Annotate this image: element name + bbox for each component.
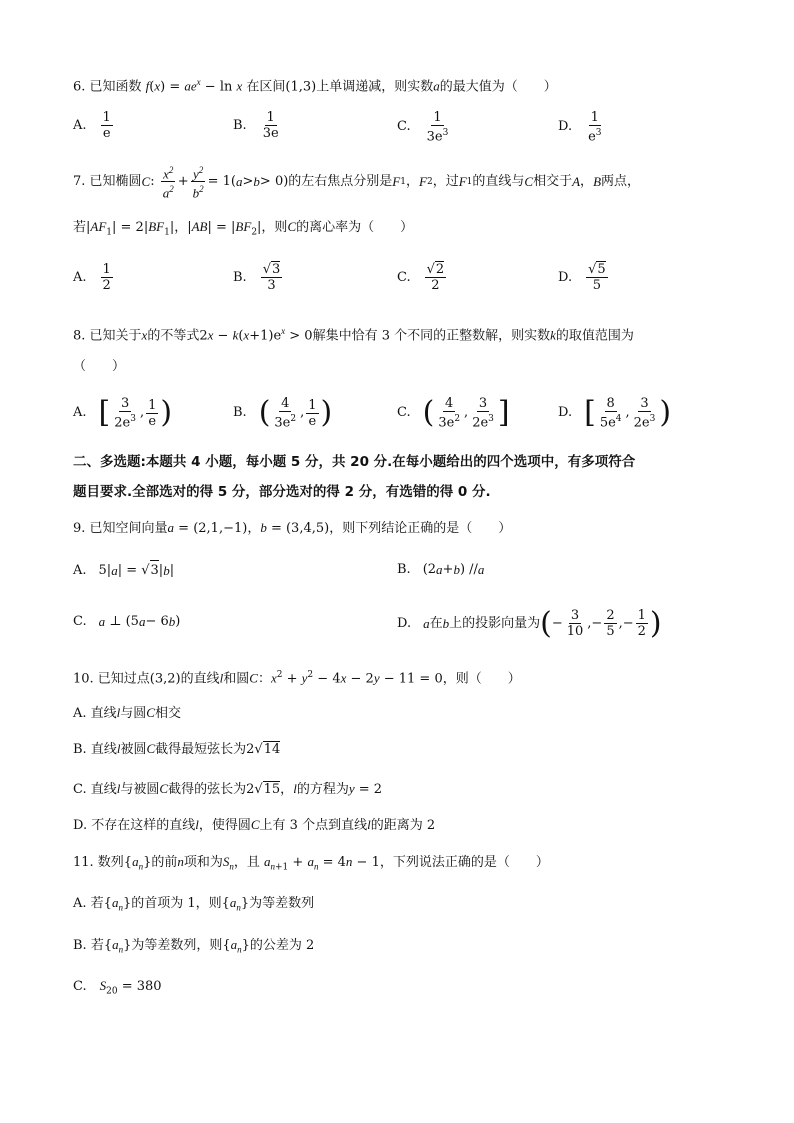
q7-stem-line1: 7. 已知椭圆 C : $\frac{x^2}{a^2}$ + $\frac{y^2}{b^2}$ = 1( a > b > 0)的左右焦点分别是 F 1 ， F 2 ，过 F 1 的直线与 C 相交于 A ， B 两点， bbox=[73, 165, 641, 201]
q10-option-a: A. 直线l与圆C相交 bbox=[73, 705, 181, 721]
section2-heading-line1: 二、多选题:本题共 4 小题，每小题 5 分，共 20 分.在每小题给出的四个选项中，有多项符合 bbox=[73, 454, 636, 470]
q9-option-a: A. 5| a | = √ 3 | b | bbox=[73, 560, 174, 581]
q8-option-a: A. [ $\frac{3}{2e^3}$ , $\frac{1}{e}$ ) bbox=[73, 395, 173, 431]
q11-option-b: B. 若$\{a_n\}$为等差数列，则$\{a_n\}$的公差为 2 bbox=[73, 937, 315, 955]
q9-option-b: B. (2 a + b ) // a bbox=[397, 562, 485, 577]
q10-stem: 10. 已知过点(3,2)的直线l和圆C：$x^2 + y^2 - 4x - 2y - 11 = 0$，则（ ） bbox=[73, 670, 521, 687]
q6-option-a: A. $\frac{1}{e}$ bbox=[73, 110, 111, 141]
q7-stem-line2: 若$|AF_1| = 2|BF_1|$，$|AB| = |BF_2|$，则C的离心率为（ ） bbox=[73, 219, 414, 238]
q6-stem: 6. 已知函数 $f(x) = ae^x - \ln x$ 在区间(1,3)上单调递减，则实数a的最大值为（ ） bbox=[73, 77, 557, 95]
q6-option-d: D. $\frac{1}{e^3}$ bbox=[558, 110, 602, 145]
q10-option-b: B. 直线l被圆C截得最短弦长为2√14 bbox=[73, 741, 281, 757]
q11-option-c: C. $S_{20} = 380$ bbox=[73, 978, 162, 997]
q6-option-c: C. $\frac{1}{3e^3}$ bbox=[397, 110, 449, 145]
q8-stem-line1: 8. 已知关于x的不等式$2x - k(x+1)e^x > 0$解集中恰有 3 个不同的正整数解，则实数k的取值范围为 bbox=[73, 326, 634, 344]
q9-option-d: D. a 在 b 上的投影向量为 ( − $\frac{3}{10}$ ,− $\frac{2}{5}$ ,− $\frac{1}{2}$ ) bbox=[397, 605, 662, 641]
q7-option-b: B. $\frac{√3}{3}$ bbox=[233, 262, 281, 293]
q9-option-c: C. a ⊥ (5 a − 6 b ) bbox=[73, 614, 181, 629]
q6-option-b: B. $\frac{1}{3e}$ bbox=[233, 110, 279, 141]
q7-option-d: D. $\frac{√5}{5}$ bbox=[558, 262, 606, 293]
q10-option-c: C. 直线l与被圆C截得的弦长为2√15，l的方程为y = 2 bbox=[73, 781, 383, 797]
q8-option-b: B. ( $\frac{4}{3e^2}$ , $\frac{1}{e}$ ) bbox=[233, 395, 333, 431]
q7-option-a: A. $\frac{1}{2}$ bbox=[73, 262, 111, 293]
q9-stem: 9. 已知空间向量a = (2,1,−1)，b = (3,4,5)，则下列结论正确的是（ ） bbox=[73, 520, 512, 536]
q8-stem-line2: （ ） bbox=[73, 359, 126, 374]
section2-heading-line2: 题目要求.全部选对的得 5 分，部分选对的得 2 分，有选错的得 0 分. bbox=[73, 484, 491, 500]
q11-option-a: A. 若$\{a_n\}$的首项为 1，则$\{a_n\}$为等差数列 bbox=[73, 895, 315, 913]
q7-option-c: C. $\frac{√2}{2}$ bbox=[397, 262, 445, 293]
q11-stem: 11. 数列$\{a_n\}$的前n项和为$S_n$，且 $a_{n+1} + a_n = 4n - 1$，下列说法正确的是（ ） bbox=[73, 854, 549, 873]
q8-option-c: C. ( $\frac{4}{3e^2}$ , $\frac{3}{2e^3}$ ] bbox=[397, 395, 510, 431]
q10-option-d: D. 不存在这样的直线l，使得圆C上有 3 个点到直线l的距离为 2 bbox=[73, 817, 436, 833]
q8-option-d: D. [ $\frac{8}{5e^4}$ , $\frac{3}{2e^3}$ ) bbox=[558, 395, 672, 431]
